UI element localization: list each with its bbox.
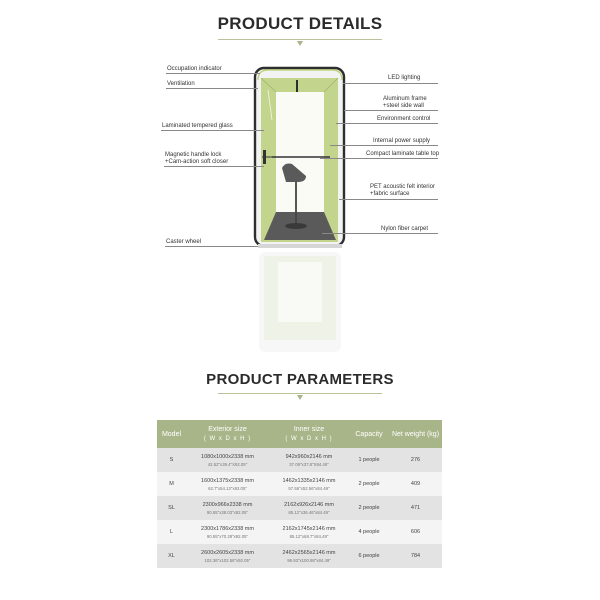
cell-exterior: 2600x2605x2338 mm 102.36"x102.56"x92.05" xyxy=(186,544,269,568)
cell-model: M xyxy=(157,472,186,496)
label-environment-control: Environment control xyxy=(377,116,431,122)
cell-weight: 784 xyxy=(389,544,442,568)
cell-capacity: 2 people xyxy=(349,496,389,520)
header-capacity: Capacity xyxy=(349,420,389,448)
leader-caster-wheel xyxy=(165,246,258,247)
cell-inner: 2162x1745x2146 mm 85.12"x68.7"x84.49" xyxy=(269,520,349,544)
cell-capacity: 1 people xyxy=(349,448,389,472)
label-table-top: Compact laminate table top xyxy=(366,151,440,157)
label-nylon-carpet: Nylon fiber carpet xyxy=(381,226,429,232)
label-caster-wheel: Caster wheel xyxy=(166,239,202,245)
leader-occupation-indicator xyxy=(166,73,260,74)
leader-environment-control xyxy=(336,123,438,124)
leader-magnetic-handle xyxy=(164,166,264,167)
header-model: Model xyxy=(157,420,186,448)
cell-capacity: 2 people xyxy=(349,472,389,496)
label-occupation-indicator: Occupation indicator xyxy=(167,66,222,72)
leader-laminated-glass xyxy=(161,130,264,131)
booth-door-handle xyxy=(263,150,266,164)
table-row xyxy=(157,496,442,520)
header-exterior-size: Exterior size ( W x D x H ) xyxy=(186,420,269,448)
cell-model: L xyxy=(157,520,186,544)
cell-weight: 276 xyxy=(389,448,442,472)
cell-capacity: 4 people xyxy=(349,520,389,544)
parameters-table xyxy=(157,420,442,568)
cell-exterior: 2300x1786x2338 mm 90.55"x70.28"x92.05" xyxy=(186,520,269,544)
label-magnetic-handle: Magnetic handle lock +Cam-action soft closer xyxy=(165,152,229,165)
cell-inner: 2162x926x2146 mm 85.12"x36.46"x84.49" xyxy=(269,496,349,520)
cell-model: XL xyxy=(157,544,186,568)
cell-weight: 409 xyxy=(389,472,442,496)
cell-inner: 2462x2565x2146 mm 96.93"x100.98"x84.49" xyxy=(269,544,349,568)
leader-internal-power xyxy=(330,145,438,146)
table-header-row xyxy=(157,420,442,448)
label-internal-power: Internal power supply xyxy=(373,138,431,144)
parameters-divider xyxy=(218,393,382,394)
leader-table-top xyxy=(320,158,438,159)
parameters-divider-triangle-icon xyxy=(297,395,303,400)
cell-model: SL xyxy=(157,496,186,520)
product-details-title: PRODUCT DETAILS xyxy=(217,14,383,33)
leader-led-lighting xyxy=(343,83,438,84)
cell-inner: 1462x1335x2146 mm 57.56"x52.56"x84.49" xyxy=(269,472,349,496)
leader-nylon-carpet xyxy=(322,233,438,234)
cell-exterior: 1600x1375x2338 mm 62.7"x54.13"x92.05" xyxy=(186,472,269,496)
table-row xyxy=(157,544,442,568)
label-pet-felt: PET acoustic felt interior +fabric surface xyxy=(370,184,435,197)
label-laminated-glass: Laminated tempered glass xyxy=(162,123,233,129)
cell-exterior: 1080x1000x2338 mm 42.52"x39.4"X92.05" xyxy=(186,448,269,472)
product-parameters-title: PRODUCT PARAMETERS xyxy=(206,371,394,388)
label-aluminum-frame: Aluminum frame +steel side wall xyxy=(383,96,427,109)
leader-aluminum-frame xyxy=(344,110,438,111)
table-row xyxy=(157,520,442,544)
label-led-lighting: LED lighting xyxy=(388,75,421,81)
table-row xyxy=(157,472,442,496)
table-row xyxy=(157,448,442,472)
cell-weight: 471 xyxy=(389,496,442,520)
leader-pet-felt xyxy=(339,199,438,200)
booth-base xyxy=(258,244,342,248)
cell-weight: 606 xyxy=(389,520,442,544)
label-ventilation: Ventilation xyxy=(167,81,195,87)
cell-capacity: 6 people xyxy=(349,544,389,568)
header-inner-size: Inner size ( W x D x H ) xyxy=(269,420,349,448)
booth-stool-base xyxy=(285,223,307,229)
cell-model: S xyxy=(157,448,186,472)
cell-inner: 942x960x2146 mm 37.09"x37.8"X84.49" xyxy=(269,448,349,472)
booth-led-strip xyxy=(296,80,298,92)
booth-back-wall xyxy=(276,92,324,212)
leader-ventilation xyxy=(166,88,258,89)
header-net-weight: Net weight (kg) xyxy=(389,420,442,448)
cell-exterior: 2300x966x2338 mm 90.55"x38.03"x92.05" xyxy=(186,496,269,520)
